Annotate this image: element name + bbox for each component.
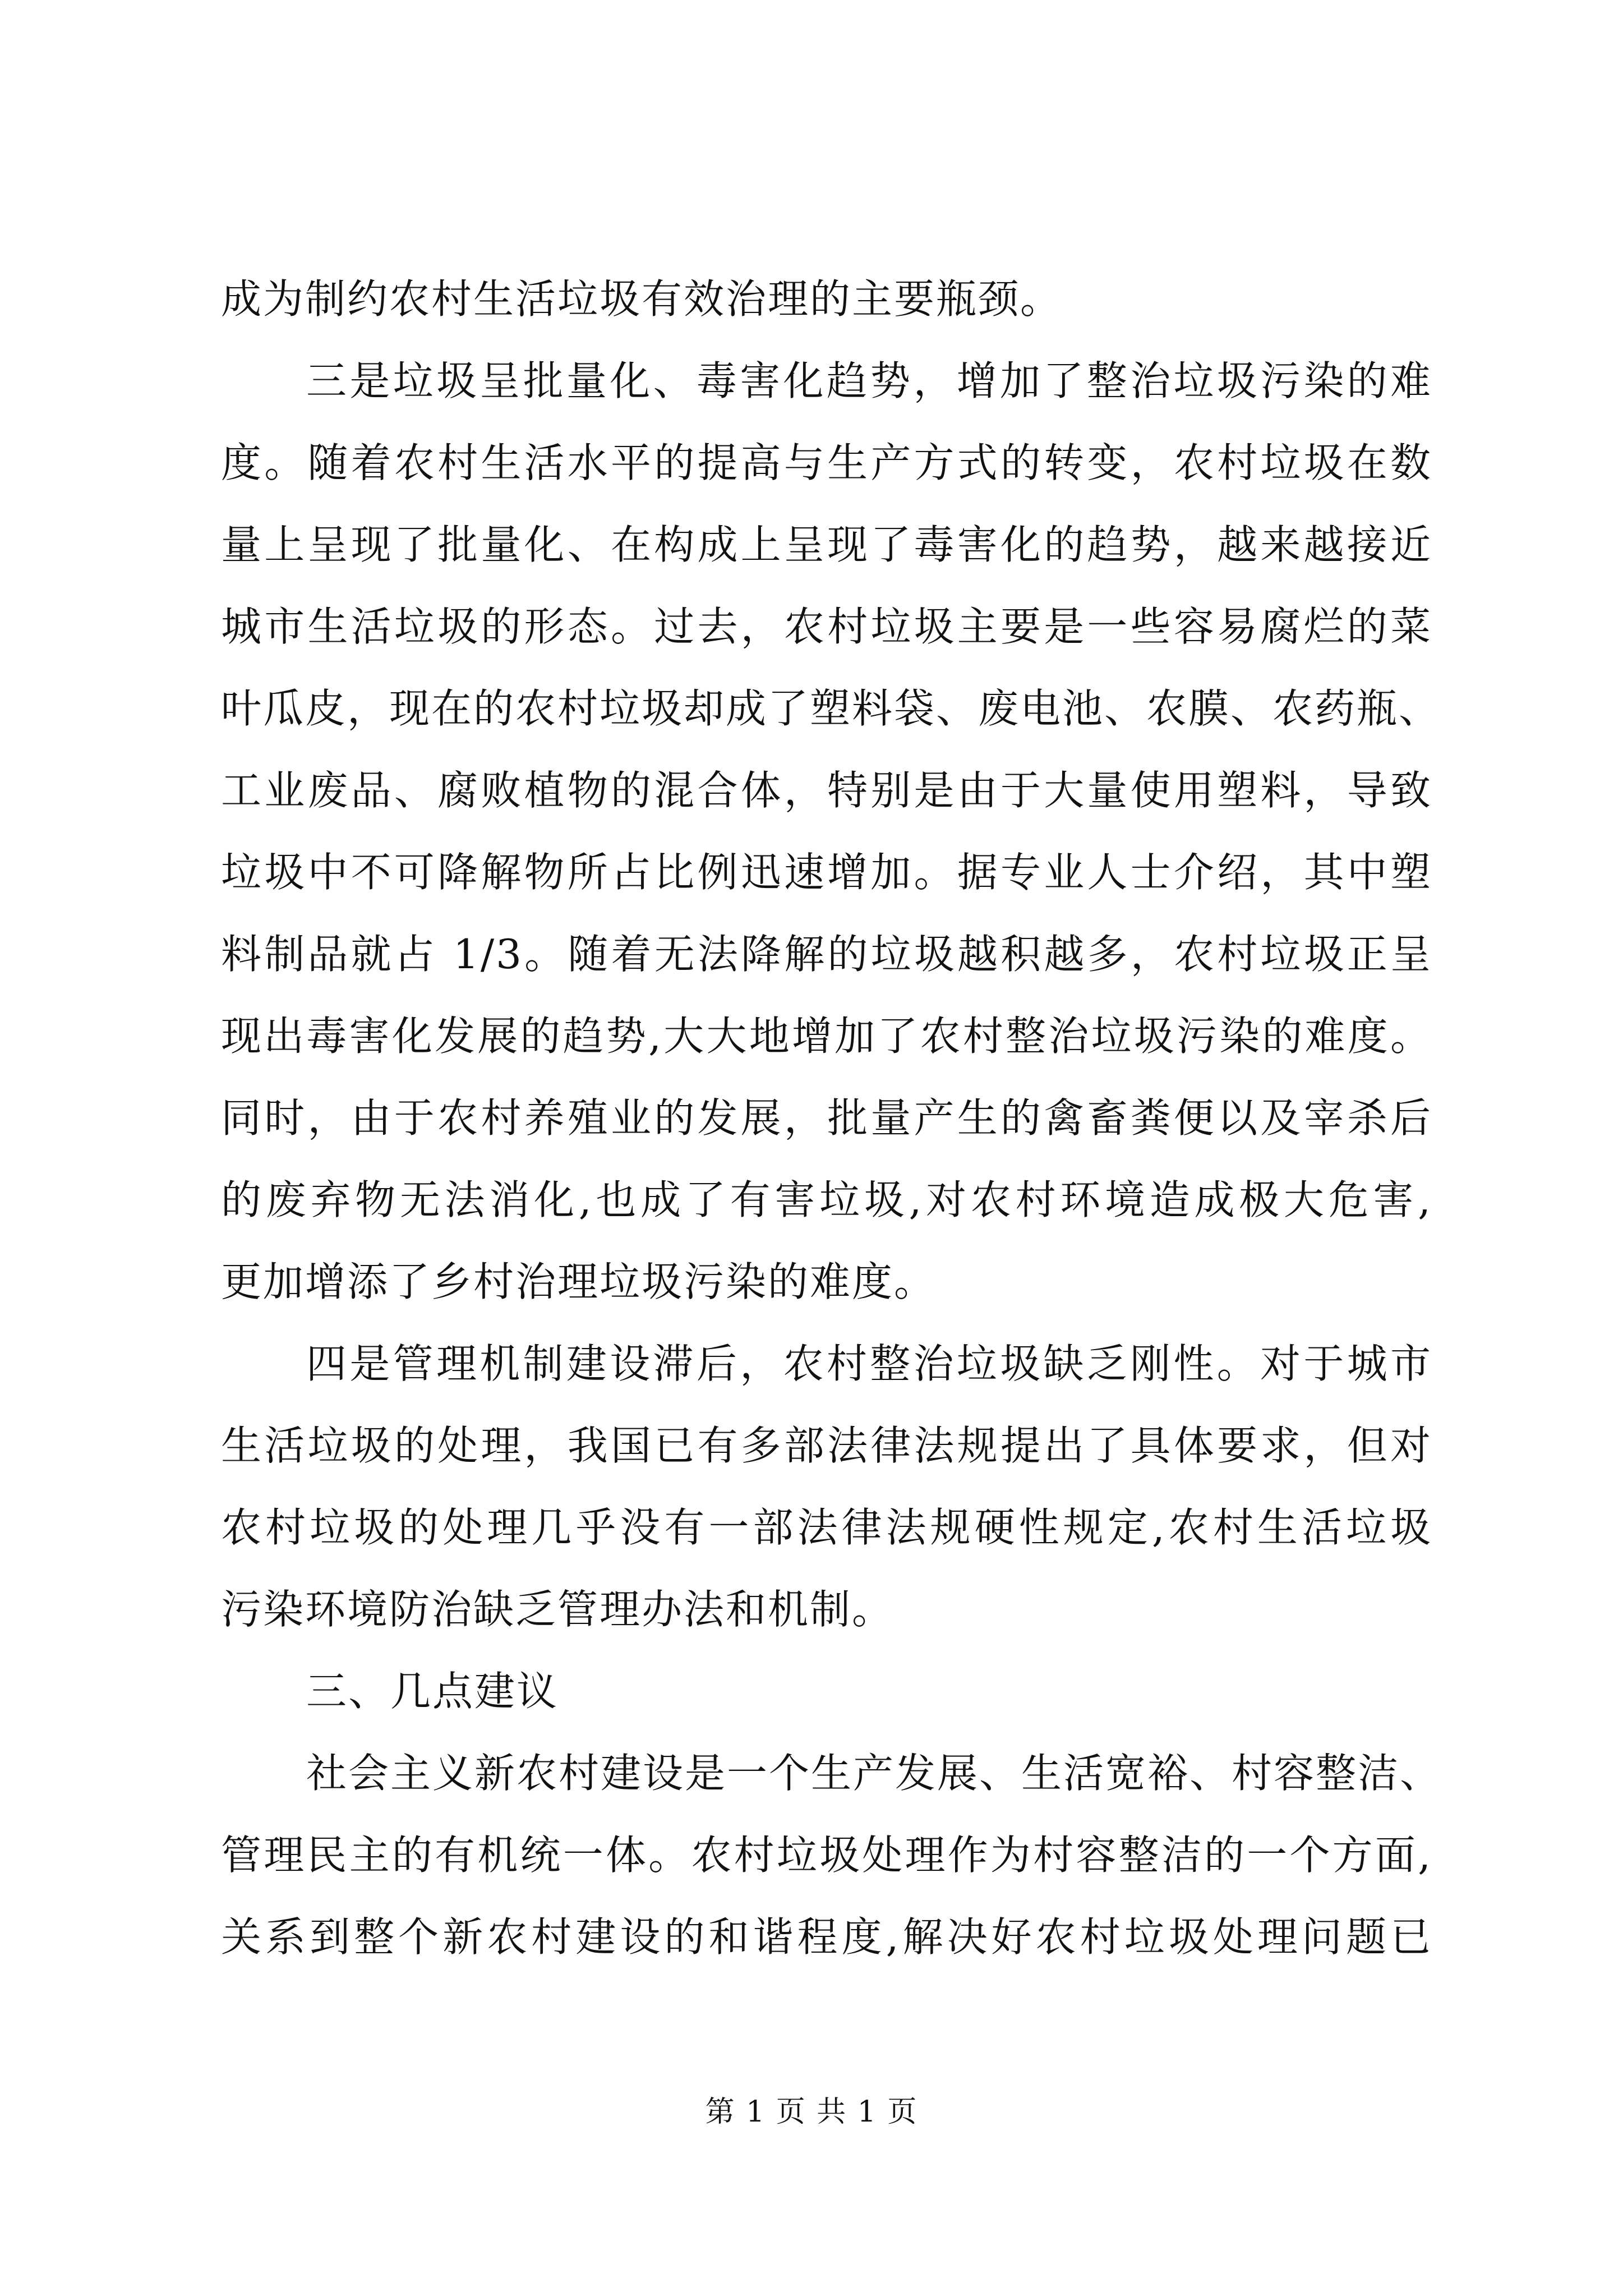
text-line: 农村垃圾的处理几乎没有一部法律法规硬性规定,农村生活垃圾	[221, 1504, 1432, 1551]
text-line: 现出毒害化发展的趋势,大大地增加了农村整治垃圾污染的难度。	[221, 1013, 1432, 1060]
text-line: 叶瓜皮，现在的农村垃圾却成了塑料袋、废电池、农膜、农药瓶、	[221, 685, 1441, 732]
text-line: 污染环境防治缺乏管理办法和机制。	[221, 1586, 895, 1633]
text-line: 量上呈现了批量化、在构成上呈现了毒害化的趋势，越来越接近	[221, 521, 1432, 568]
text-line: 城市生活垃圾的形态。过去，农村垃圾主要是一些容易腐烂的菜	[221, 603, 1432, 650]
text-line: 管理民主的有机统一体。农村垃圾处理作为村容整洁的一个方面,	[221, 1832, 1432, 1879]
text-line: 同时，由于农村养殖业的发展，批量产生的禽畜粪便以及宰杀后	[221, 1094, 1432, 1142]
text-line: 垃圾中不可降解物所占比例迅速增加。据专业人士介绍，其中塑	[221, 849, 1432, 896]
text-line: 成为制约农村生活垃圾有效治理的主要瓶颈。	[221, 275, 1063, 323]
text-line: 更加增添了乡村治理垃圾污染的难度。	[221, 1258, 937, 1305]
text-line: 的废弃物无法消化,也成了有害垃圾,对农村环境造成极大危害,	[221, 1176, 1432, 1223]
text-line: 关系到整个新农村建设的和谐程度,解决好农村垃圾处理问题已	[221, 1913, 1432, 1961]
paragraph-first-line: 三是垃圾呈批量化、毒害化趋势，增加了整治垃圾污染的难	[306, 357, 1432, 404]
section-heading: 三、几点建议	[306, 1668, 559, 1715]
page-number-footer: 第 1 页 共 1 页	[705, 2095, 918, 2129]
paragraph-first-line: 四是管理机制建设滞后，农村整治垃圾缺乏刚性。对于城市	[306, 1340, 1432, 1387]
document-body	[221, 258, 1442, 1978]
text-line: 料制品就占 1/3。随着无法降解的垃圾越积越多，农村垃圾正呈	[221, 931, 1432, 978]
text-line: 生活垃圾的处理，我国已有多部法律法规提出了具体要求，但对	[221, 1422, 1432, 1469]
text-line: 度。随着农村生活水平的提高与生产方式的转变，农村垃圾在数	[221, 439, 1432, 486]
text-line: 工业废品、腐败植物的混合体，特别是由于大量使用塑料，导致	[221, 767, 1432, 814]
paragraph-first-line: 社会主义新农村建设是一个生产发展、生活宽裕、村容整洁、	[306, 1750, 1442, 1797]
